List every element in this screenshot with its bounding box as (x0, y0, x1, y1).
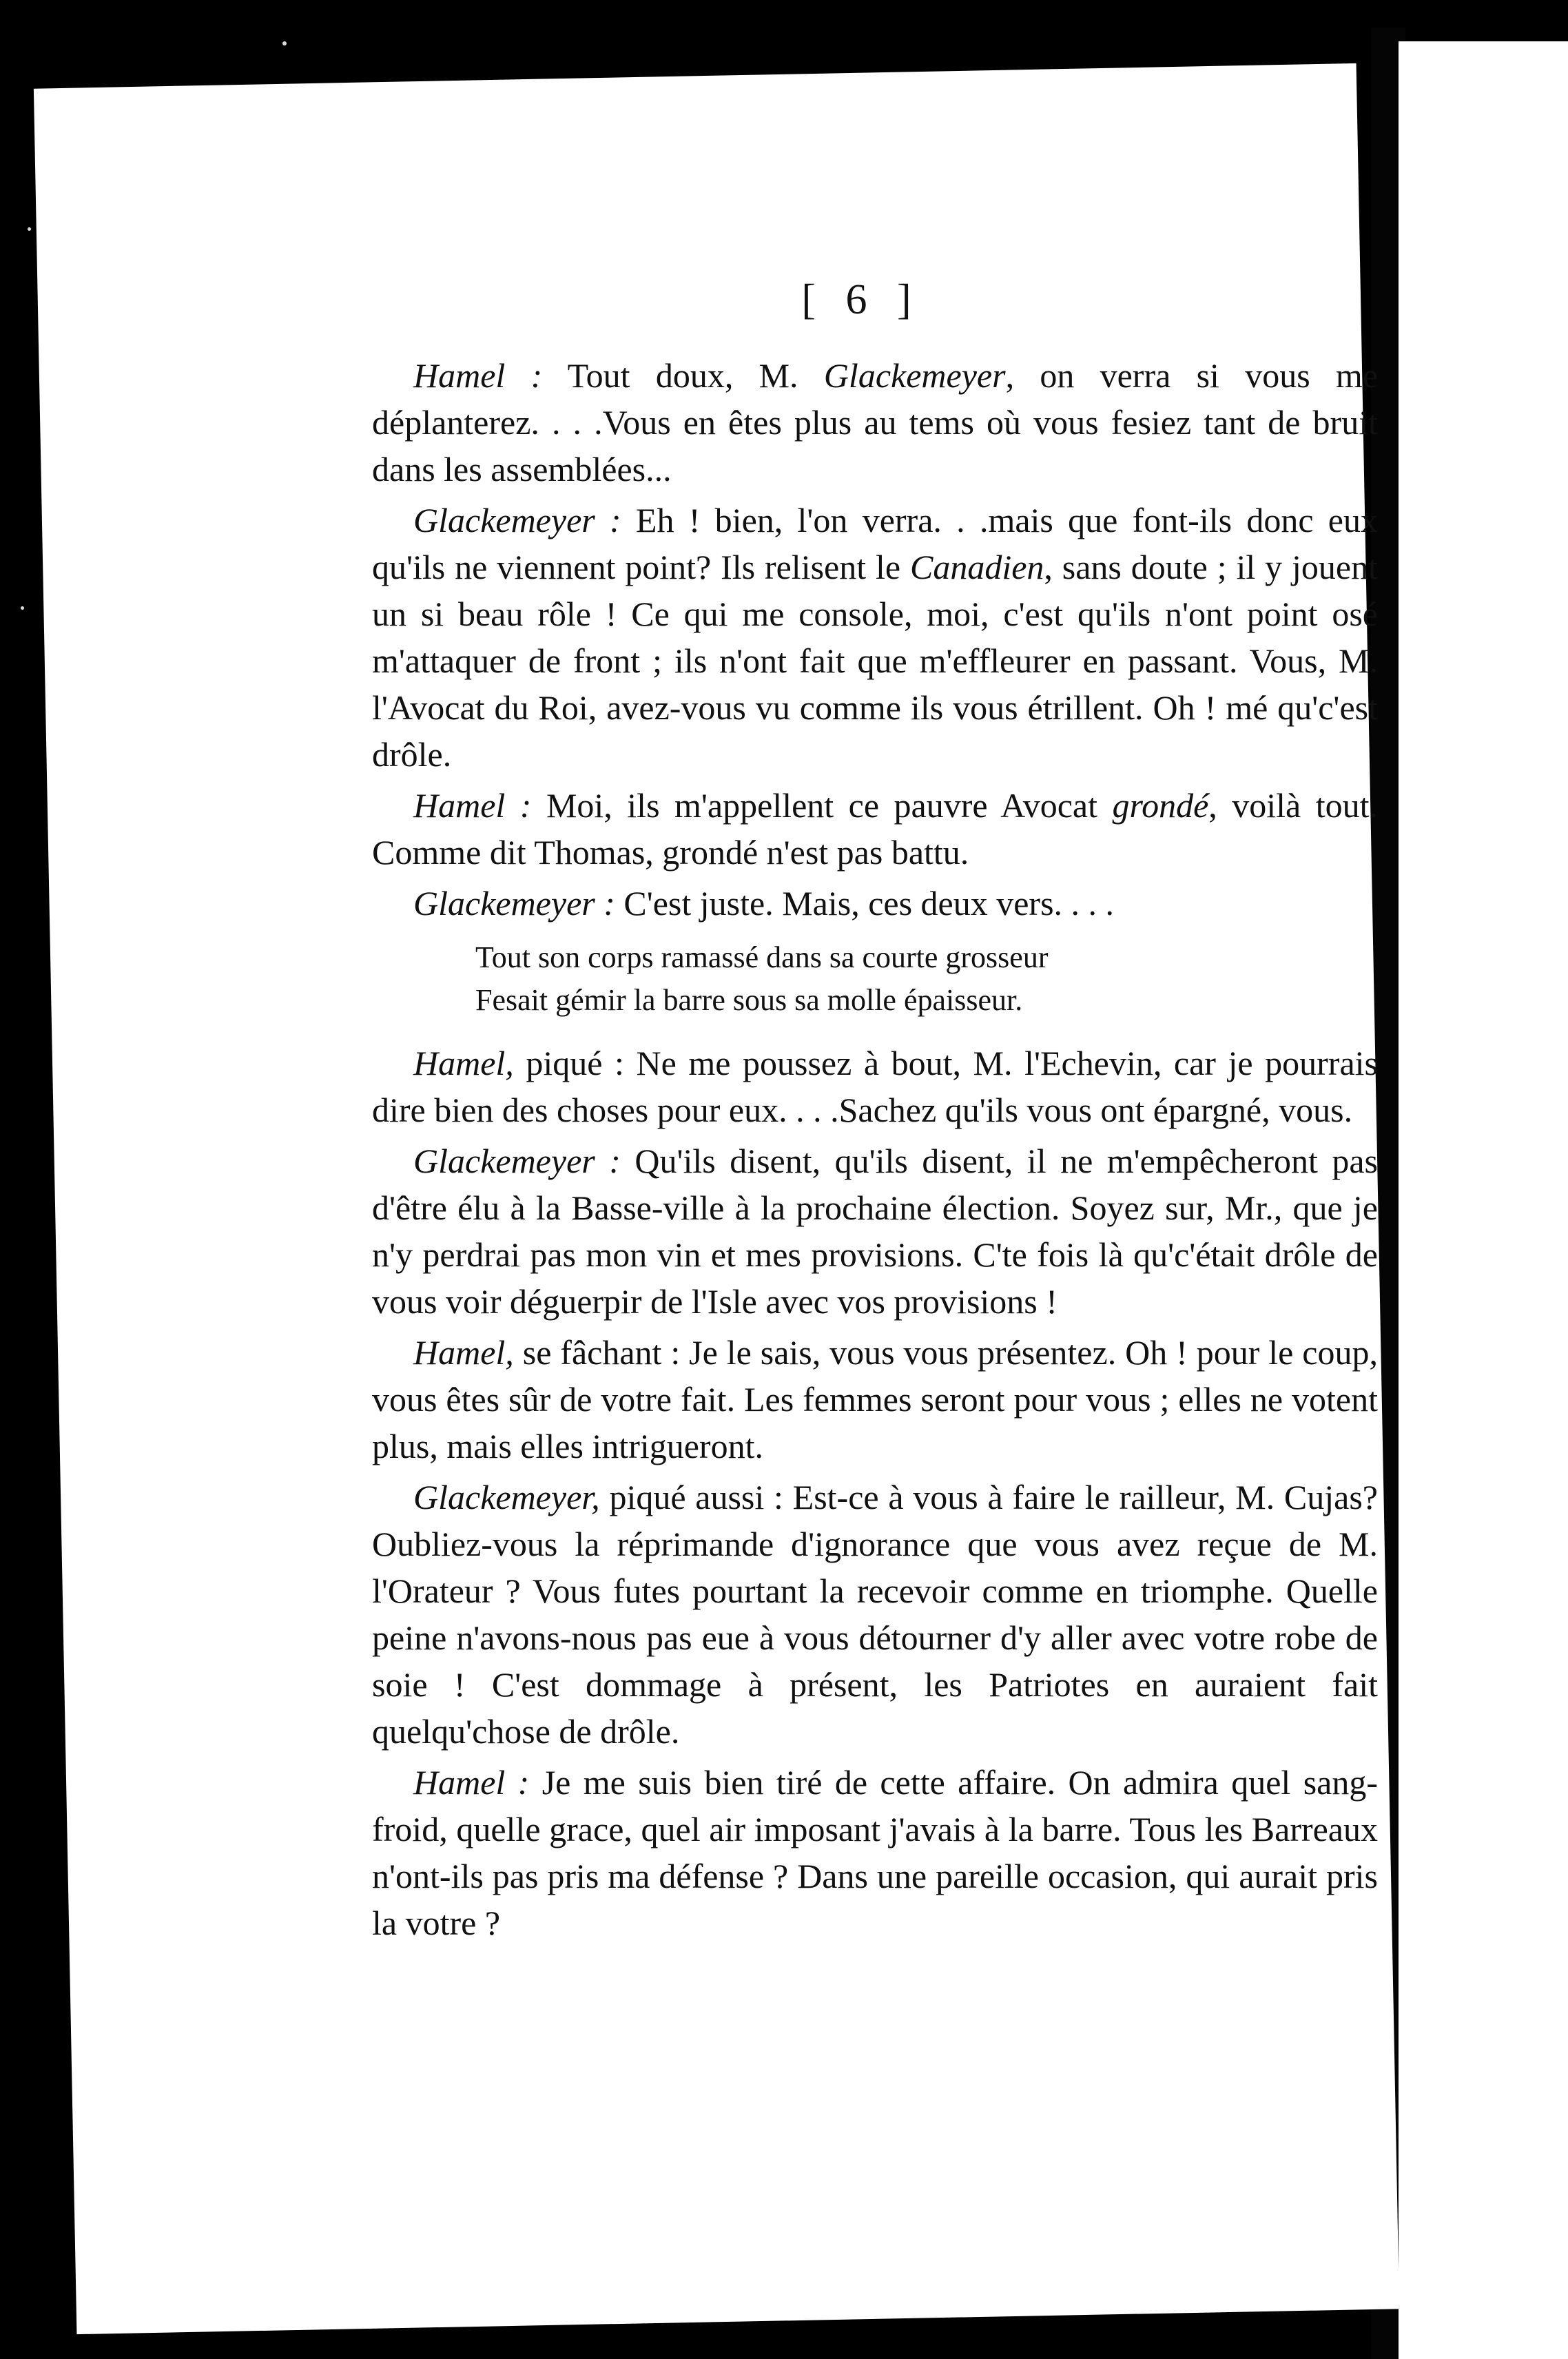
dialogue-paragraph (372, 1474, 1378, 1755)
speaker-name: Hamel, (413, 1333, 514, 1372)
scan-speck (21, 606, 24, 610)
dialogue-text: se fâchant : Je le sais, vous vous présentez. Oh ! pour le coup, vous êtes sûr de votre fait. Les femmes seront pour vous ; elles ne votent plus, mais elles intrigueront. (372, 1333, 1378, 1465)
dialogue-paragraph (372, 1329, 1378, 1470)
scan-speck (282, 41, 287, 45)
dialogue-text: grondé (1112, 786, 1209, 825)
verse-line-2: Fesait gémir la barre sous sa molle épaisseur. (475, 983, 1023, 1017)
scan-speck (28, 227, 31, 231)
speaker-name: Glackemeyer : (413, 1142, 621, 1180)
dialogue-text: Je me suis bien tiré de cette affaire. On admira quel sang-froid, quelle grace, quel air imposant j'avais à la barre. Tous les Barreaux n'ont-ils pas pris ma défense ? Dans une pareille occasion, qui aurait pris la votre ? (372, 1763, 1379, 1942)
speaker-name: Glackemeyer : (413, 501, 621, 539)
speaker-name: Hamel : (413, 786, 532, 825)
adjacent-page-edge (1399, 41, 1568, 2359)
speaker-name: Glackemeyer, (413, 1478, 600, 1516)
dialogue-text: Tout doux, M. (542, 356, 824, 395)
dialogue-text: Canadien (909, 548, 1044, 586)
dialogue-text: , voilà tout. Comme dit Thomas, grondé n'est pas battu. (372, 786, 1379, 872)
dialogue-text: piqué : Ne me poussez à bout, M. l'Echevin, car je pourrais dire bien des choses pour eux. . . .Sachez qu'ils vous ont épargné, vous. (372, 1044, 1378, 1129)
speaker-name: Hamel, (413, 1044, 514, 1082)
dialogue-text: Glackemeyer (823, 356, 1006, 395)
dialogue-paragraph (372, 782, 1378, 876)
speaker-name: Glackemeyer : (413, 884, 615, 923)
dialogue-text: C'est juste. Mais, ces deux vers. . . . (615, 884, 1115, 923)
dialogue-paragraph (372, 497, 1378, 778)
verse-quote (475, 936, 1378, 1022)
dialogue-paragraph (372, 1137, 1378, 1325)
dialogue-text: piqué aussi : Est-ce à vous à faire le railleur, M. Cujas? Oubliez-vous la réprimande d'ignorance que vous avez reçue de M. l'Orateur ? Vous futes pourtant la recevoir comme en triomphe. Quelle peine n'avons-nous pas eue à vous détourner d'y aller avec votre robe de soie ! C'est dommage à présent, les Patriotes en auraient fait quelqu'chose de drôle. (372, 1478, 1378, 1751)
speaker-name: Hamel : (413, 356, 543, 395)
dialogue-paragraph (372, 880, 1378, 927)
verse-line-1: Tout son corps ramassé dans sa courte grosseur (475, 940, 1049, 974)
dialogue-text: Eh ! bien, l'on verra. . .mais que font-ils donc eux qu'ils ne viennent point? Ils relisent le (372, 501, 1378, 586)
page-content (372, 276, 1378, 1950)
dialogue-text: Moi, ils m'appellent ce pauvre Avocat (531, 786, 1113, 825)
page-number: [ 6 ] (801, 276, 921, 323)
dialogue-before-quote (372, 352, 1378, 927)
dialogue-paragraph (372, 352, 1378, 493)
dialogue-after-quote (372, 1040, 1378, 1946)
dialogue-text: Qu'ils disent, qu'ils disent, il ne m'empêcheront pas d'être élu à la Basse-ville à la prochaine élection. Soyez sur, Mr., que je n'y perdrai pas mon vin et mes provisions. C'te fois là qu'c'était drôle de vous voir déguerpir de l'Isle avec vos provisions ! (372, 1142, 1378, 1321)
dialogue-paragraph (372, 1759, 1378, 1946)
dialogue-paragraph (372, 1040, 1378, 1133)
speaker-name: Hamel : (413, 1763, 530, 1802)
dialogue-text: , on verra si vous me déplanterez. . . .Vous en êtes plus au tems où vous fesiez tant de bruit dans les assemblées... (372, 356, 1379, 488)
dialogue-text: , sans doute ; il y jouent un si beau rôle ! Ce qui me console, moi, c'est qu'ils n'ont point osé m'attaquer de front ; ils n'ont fait que m'effleurer en passant. Vous, M. l'Avocat du Roi, avez-vous vu comme ils vous étrillent. Oh ! mé qu'c'est drôle. (372, 548, 1378, 774)
